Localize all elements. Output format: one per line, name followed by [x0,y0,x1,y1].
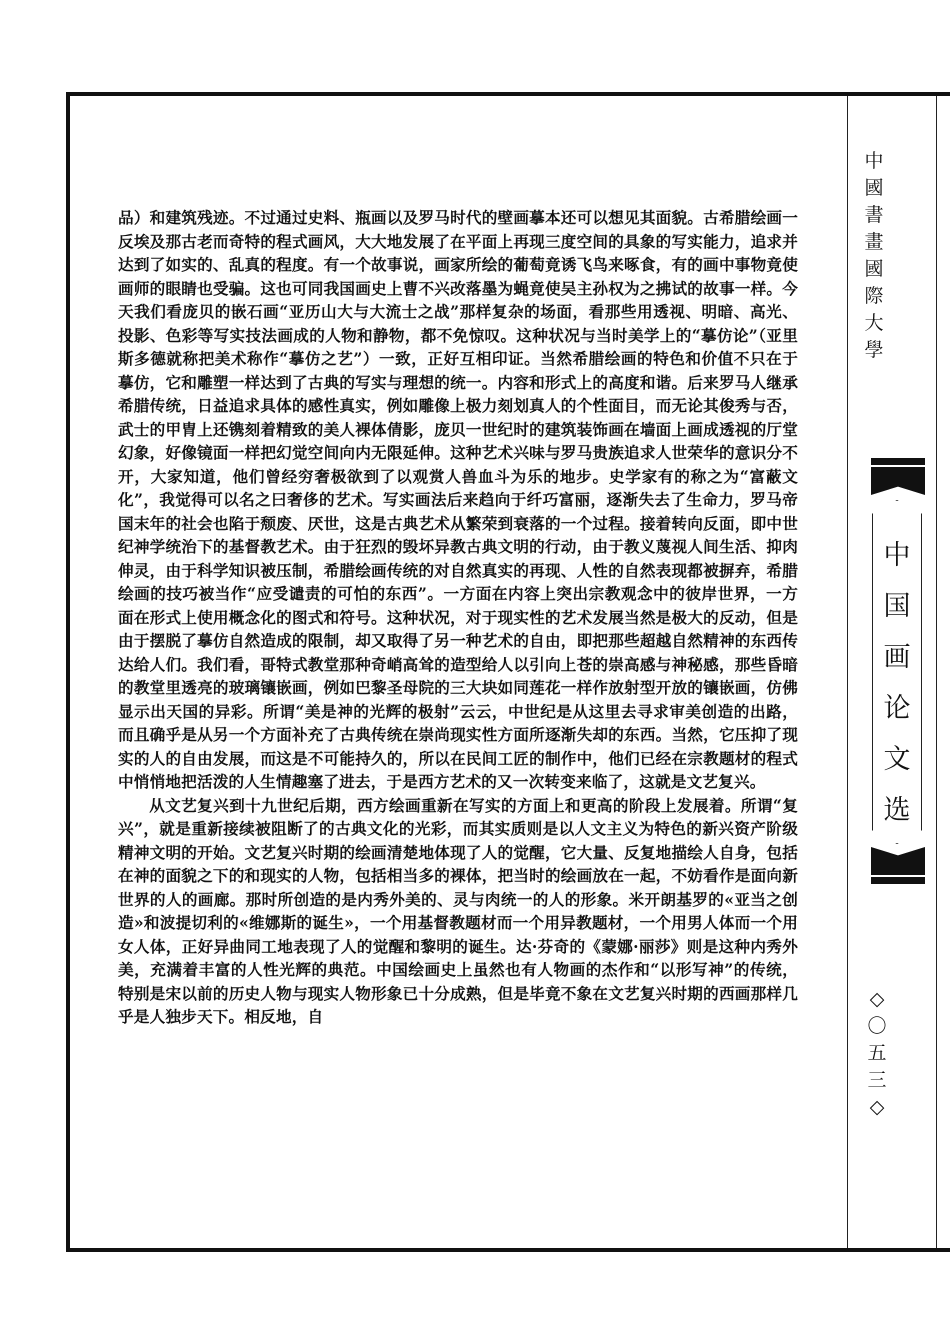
side-title-char: 學 [864,339,884,361]
banner-char: 画 [883,642,911,673]
margin-rule-inner [847,96,848,1248]
page-number-char: 〇 [867,1015,887,1037]
banner-top-ornament [871,467,925,495]
frame-left-border [66,92,70,1252]
paragraph-1: 品）和建筑残迹。不过通过史料、瓶画以及罗马时代的壁画摹本还可以想见其面貌。古希腊绘画一反埃及那古老而奇特的程式画风，大大地发展了在平面上再现三度空间的具象的写实能力，追求并达到了如实的、乱真的程度。有一个故事说，画家所绘的葡萄竟诱飞鸟来啄食，有的画中事物竟使画师的眼睛也受骗。这也可同我国画史上曹不兴改落墨为蝇竟使吴主孙权为之拂试的故事一样。今天我们看庞贝的嵌石画“亚历山大与大流士之战”那样复杂的场面，看那些用透视、明暗、高光、投影、色彩等写实技法画成的人物和静物，都不免惊叹。这种状况与当时美学上的“摹仿论”（亚里斯多德就称把美术称作“摹仿之艺”）一致，正好互相印证。当然希腊绘画的特色和价值不只在于摹仿，它和雕塑一样达到了古典的写实与理想的统一。内容和形式上的高度和谐。后来罗马人继承希腊传统，日益追求具体的感性真实，例如雕像上极力刻划真人的个性面目，而无论其俊秀与否，武士的甲胄上还镌刻着精致的美人裸体倩影，庞贝一世纪时的建筑装饰画在墙面上画成透视的厅堂幻象，好像镜面一样把幻觉空间向内无限延伸。这种艺术兴味与罗马贵族追求人世荣华的意识分不开，大家知道，他们曾经穷奢极欲到了以观赏人兽血斗为乐的地步。史学家有的称之为“富蔽文化”，我觉得可以名之曰奢侈的艺术。写实画法后来趋向于纤巧富丽，逐渐失去了生命力，罗马帝国末年的社会也陷于颓废、厌世，这是古典艺术从繁荣到衰落的一个过程。接着转向反面，即中世纪神学统治下的基督教艺术。由于狂烈的毁坏异教古典文明的行动，由于教义蔑视人间生活、抑肉伸灵，由于科学知识被压制，希腊绘画传统的对自然真实的再现、人性的自然表现都被摒弃，希腊绘画的技巧被当作“应受谴责的可怕的东西”。一方面在内容上突出宗教观念中的彼岸世界，一方面在形式上使用概念化的图式和符号。这种状况，对于现实性的艺术发展当然是极大的反动，但是由于摆脱了摹仿自然造成的限制，却又取得了另一种艺术的自由，即把那些超越自然精神的东西传达给人们。我们看，哥特式教堂那种奇峭高耸的造型给人以引向上苍的崇高感与神秘感，那些昏暗的教堂里透亮的玻璃镶嵌画，例如巴黎圣母院的三大块如同莲花一样作放射型开放的镶嵌画，仿佛显示出天国的异彩。所谓“美是神的光辉的极射”云云，中世纪是从这里去寻求审美创造的出路，而且确乎是从另一个方面补充了古典传统在崇尚现实性方面所逐渐失却的东西。当然，它压抑了现实的人的自由发展，而这是不可能持久的，所以在民间工匠的制作中，他们已经在宗教题材的程式中悄悄地把活泼的人生情趣塞了进去，于是西方艺术的又一次转变来临了，这就是文艺复兴。 [118,208,798,791]
side-title-char: 畫 [864,231,884,253]
banner-char: 中 [883,540,911,571]
frame-top-border [66,92,950,96]
side-title-char: 中 [864,150,884,172]
page-number [862,986,892,1121]
banner-char: 论 [883,693,911,724]
banner-char: 国 [883,591,911,622]
side-title-char: 際 [864,285,884,307]
margin-rule-outer [936,96,937,1248]
banner-char: 选 [883,795,911,826]
diamond-ornament-icon: ◇ [869,988,885,1010]
banner-char: 文 [883,744,911,775]
page-number-char: 五 [867,1042,887,1064]
side-title-char: 書 [864,204,884,226]
banner-bottom-ornament [871,847,925,875]
banner-top-bar [871,458,925,465]
side-title-char: 大 [864,312,884,334]
main-text-block [118,206,798,1029]
side-title-university [860,148,888,364]
diamond-ornament-icon: ◇ [869,1096,885,1118]
side-title-char: 國 [864,177,884,199]
page-number-char: 三 [867,1069,887,1091]
book-title-banner [872,530,922,836]
side-title-char: 國 [864,258,884,280]
banner-bottom-bar [871,877,925,884]
frame-bottom-border [66,1248,950,1252]
paragraph-2: 从文艺复兴到十九世纪后期，西方绘画重新在写实的方面上和更高的阶段上发展着。所谓“复兴”，就是重新接续被阻断了的古典文化的光彩，而其实质则是以人文主义为特色的新兴资产阶级精神文明的开始。文艺复兴时期的绘画清楚地体现了人的觉醒，它大量、反复地描绘人自身，包括在神的面貌之下的和现实的人物，包括相当多的裸体，把当时的绘画放在一起，不妨看作是面向新世界的人的画廊。那时所创造的是内秀外美的、灵与肉统一的人的形象。米开朗基罗的«亚当之创造»和波提切利的«维娜斯的诞生»，一个用基督教题材而一个用异教题材，一个用男人体而一个用女人体，正好异曲同工地表现了人的觉醒和黎明的诞生。达·芬奇的《蒙娜·丽莎》则是这种内秀外美，充满着丰富的人性光辉的典范。中国绘画史上虽然也有人物画的杰作和“以形写神”的传统，特别是宋以前的历史人物与现实人物形象已十分成熟，但是毕竟不象在文艺复兴时期的西画那样几乎是人独步天下。相反地，自 [118,795,798,1026]
